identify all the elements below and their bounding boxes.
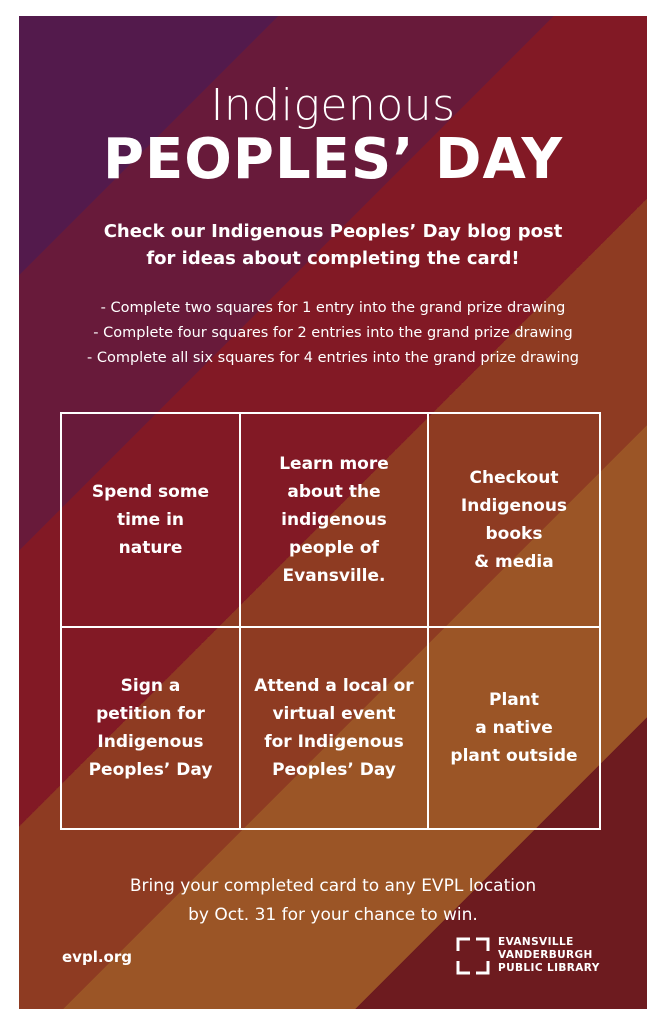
square-sign-petition: Sign a petition for Indigenous Peoples’ Day [62,628,241,828]
square-checkout-books-media: Checkout Indigenous books & media [429,414,599,628]
square-plant-native-plant: Plant a native plant outside [450,690,578,766]
subhead: Check our Indigenous Peoples’ Day blog post for ideas about completing the card! [103,221,563,269]
square-spend-time-in-nature: Spend some time in nature [62,414,241,628]
bingo-card [60,412,601,830]
title-indigenous: Indigenous [210,80,456,131]
rule-item: - Complete all six squares for 4 entries into the grand prize drawing [87,350,579,366]
library-logo [456,936,600,975]
library-name-line: VANDERBURGH [498,949,593,961]
website-link[interactable]: evpl.org [62,948,132,966]
poster [19,16,647,1009]
rule-item: - Complete two squares for 1 entry into the grand prize drawing [100,300,566,316]
title-peoples-day: PEOPLES’ DAY [103,127,563,192]
footer-instructions: Bring your completed card to any EVPL location by Oct. 31 for your chance to win. [129,876,537,925]
square-learn-about-indigenous-people: Learn more about the indigenous people of Evansville. [241,414,429,628]
library-name-line: PUBLIC LIBRARY [498,962,600,974]
library-logo-icon [456,937,490,975]
library-name-line: EVANSVILLE [498,936,574,948]
square-attend-event: Attend a local or virtual event for Indigenous Peoples’ Day [241,628,429,828]
rules-list [39,296,627,371]
rule-item: - Complete four squares for 2 entries into the grand prize drawing [93,325,573,341]
library-name [498,936,600,975]
